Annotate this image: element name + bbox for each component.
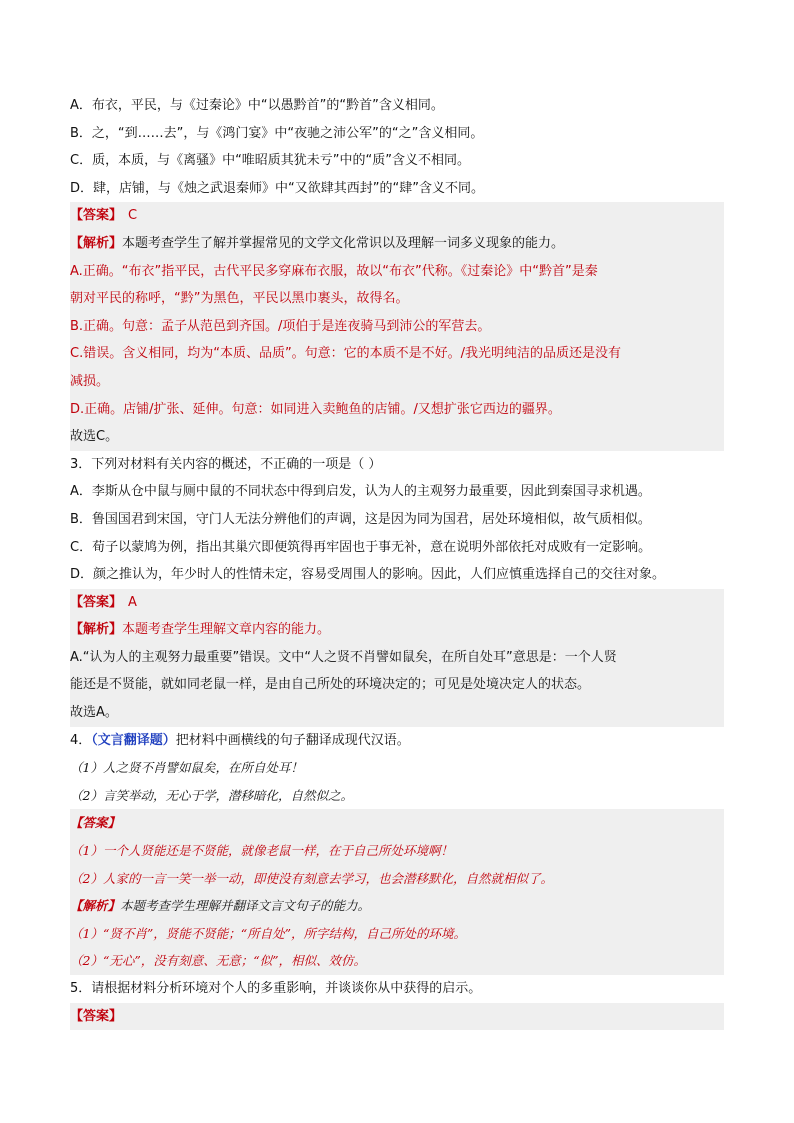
q4-stem <box>70 727 724 755</box>
q5-stem: 5．请根据材料分析环境对个人的多重影响，并谈谈你从中获得的启示。 <box>70 981 482 996</box>
q3-option-c: C．荀子以蒙鸠为例，指出其巢穴即便筑得再牢固也于事无补，意在说明外部依托对成败有一定影响。 <box>70 539 652 555</box>
q2-analysis-line: B.正确。句意：孟子从范邑到齐国。/项伯于是连夜骑马到沛公的军营去。 <box>70 313 724 341</box>
q4-stem-text: 把材料中画横线的句子翻译成现代汉语。 <box>175 732 410 748</box>
analysis-label: 【解析】 <box>70 898 121 914</box>
q5-answer-label-row <box>70 1003 724 1031</box>
q2-analysis-intro <box>70 230 724 258</box>
answer-value: A <box>128 594 137 610</box>
q3-option-d: D．颜之推认为，年少时人的性情未定，容易受周围人的影响。因此，人们应慎重选择自己的交往对象。 <box>70 567 666 583</box>
q4-analysis-line: （1）“贤不肖”，贤能不贤能；“所自处”，所字结构，自己所处的环境。 <box>70 920 724 948</box>
analysis-intro-text: 本题考查学生理解文章内容的能力。 <box>122 622 331 638</box>
q4-item: （2）言笑举动，无心于学，潜移暗化，自然似之。 <box>70 787 353 803</box>
q3-stem: 3．下列对材料有关内容的概述，不正确的一项是（ ） <box>70 456 382 472</box>
q2-option-c: C．质，本质，与《离骚》中“唯昭质其犹未亏”中的“质”含义不相同。 <box>70 153 471 169</box>
analysis-label: 【解析】 <box>70 622 123 638</box>
q4-answer-line: （2）人家的一言一笑一举一动，即使没有刻意去学习，也会潜移默化，自然就相似了。 <box>70 865 724 893</box>
answer-value: C <box>128 208 138 224</box>
q3-answer <box>70 589 724 617</box>
analysis-intro-text: 本题考查学生理解并翻译文言文句子的能力。 <box>120 898 371 914</box>
q4-type-tag: （文言翻译题） <box>91 732 176 748</box>
q2-analysis-line: D.正确。店铺/扩张、延伸。句意：如同进入卖鲍鱼的店铺。/又想扩张它西边的疆界。 <box>70 396 724 424</box>
answer-label: 【答案】 <box>70 594 123 610</box>
q3-analysis-line: A.“认为人的主观努力最重要”错误。文中“人之贤不肖譬如鼠矣，在所自处耳”意思是：一个人贤 <box>70 644 724 672</box>
q3-analysis-line: 能还是不贤能，就如同老鼠一样，是由自己所处的环境决定的；可见是处境决定人的状态。 <box>70 671 724 699</box>
q2-answer <box>70 202 724 230</box>
document-content <box>70 92 724 1030</box>
q2-option-a: A．布衣，平民，与《过秦论》中“以愚黔首”的“黔首”含义相同。 <box>70 98 444 113</box>
q4-analysis-line: （2）“无心”，没有刻意、无意；“似”，相似、效仿。 <box>70 947 724 975</box>
analysis-intro-text: 本题考查学生了解并掌握常见的文学文化常识以及理解一词多义现象的能力。 <box>122 235 565 251</box>
q2-analysis-line: A.正确。“布衣”指平民，古代平民多穿麻布衣服，故以“布衣”代称。《过秦论》中“黔首”是秦 <box>70 258 724 286</box>
q2-analysis-line: 朝对平民的称呼，“黔”为黑色，平民以黑巾裹头，故得名。 <box>70 285 724 313</box>
answer-label: 【答案】 <box>70 208 123 224</box>
q4-analysis-intro <box>70 892 724 920</box>
q3-option-a: A．李斯从仓中鼠与厕中鼠的不同状态中得到启发，认为人的主观努力最重要，因此到秦国寻求机遇。 <box>70 484 651 500</box>
q2-option-b: B．之，“到……去”，与《鸿门宴》中“夜驰之沛公军”的“之”含义相同。 <box>70 125 484 141</box>
q3-option-b: B．鲁国国君到宋国，守门人无法分辨他们的声调，这是因为同为国君，居处环境相似，故气质相似。 <box>70 511 651 527</box>
analysis-label: 【解析】 <box>70 235 123 251</box>
q2-analysis-conclusion: 故选C。 <box>70 423 724 451</box>
q4-number: 4． <box>70 732 92 748</box>
q4-answer-label-row <box>70 809 724 837</box>
q2-option-d: D．肆，店铺，与《烛之武退秦师》中“又欲肆其西封”的“肆”含义不同。 <box>70 180 484 196</box>
q4-item: （1）人之贤不肖譬如鼠矣，在所自处耳！ <box>70 760 303 776</box>
q4-answer-line: （1）一个人贤能还是不贤能，就像老鼠一样，在于自己所处环境啊！ <box>70 837 724 865</box>
answer-label: 【答案】 <box>70 1008 123 1024</box>
q2-analysis-line: C.错误。含义相同，均为“本质、品质”。句意：它的本质不是不好。/我光明纯洁的品质还是没有 <box>70 340 724 368</box>
answer-label: 【答案】 <box>70 815 121 831</box>
q3-analysis-conclusion: 故选A。 <box>70 699 724 727</box>
q3-analysis-intro <box>70 616 724 644</box>
q2-analysis-line: 减损。 <box>70 368 724 396</box>
